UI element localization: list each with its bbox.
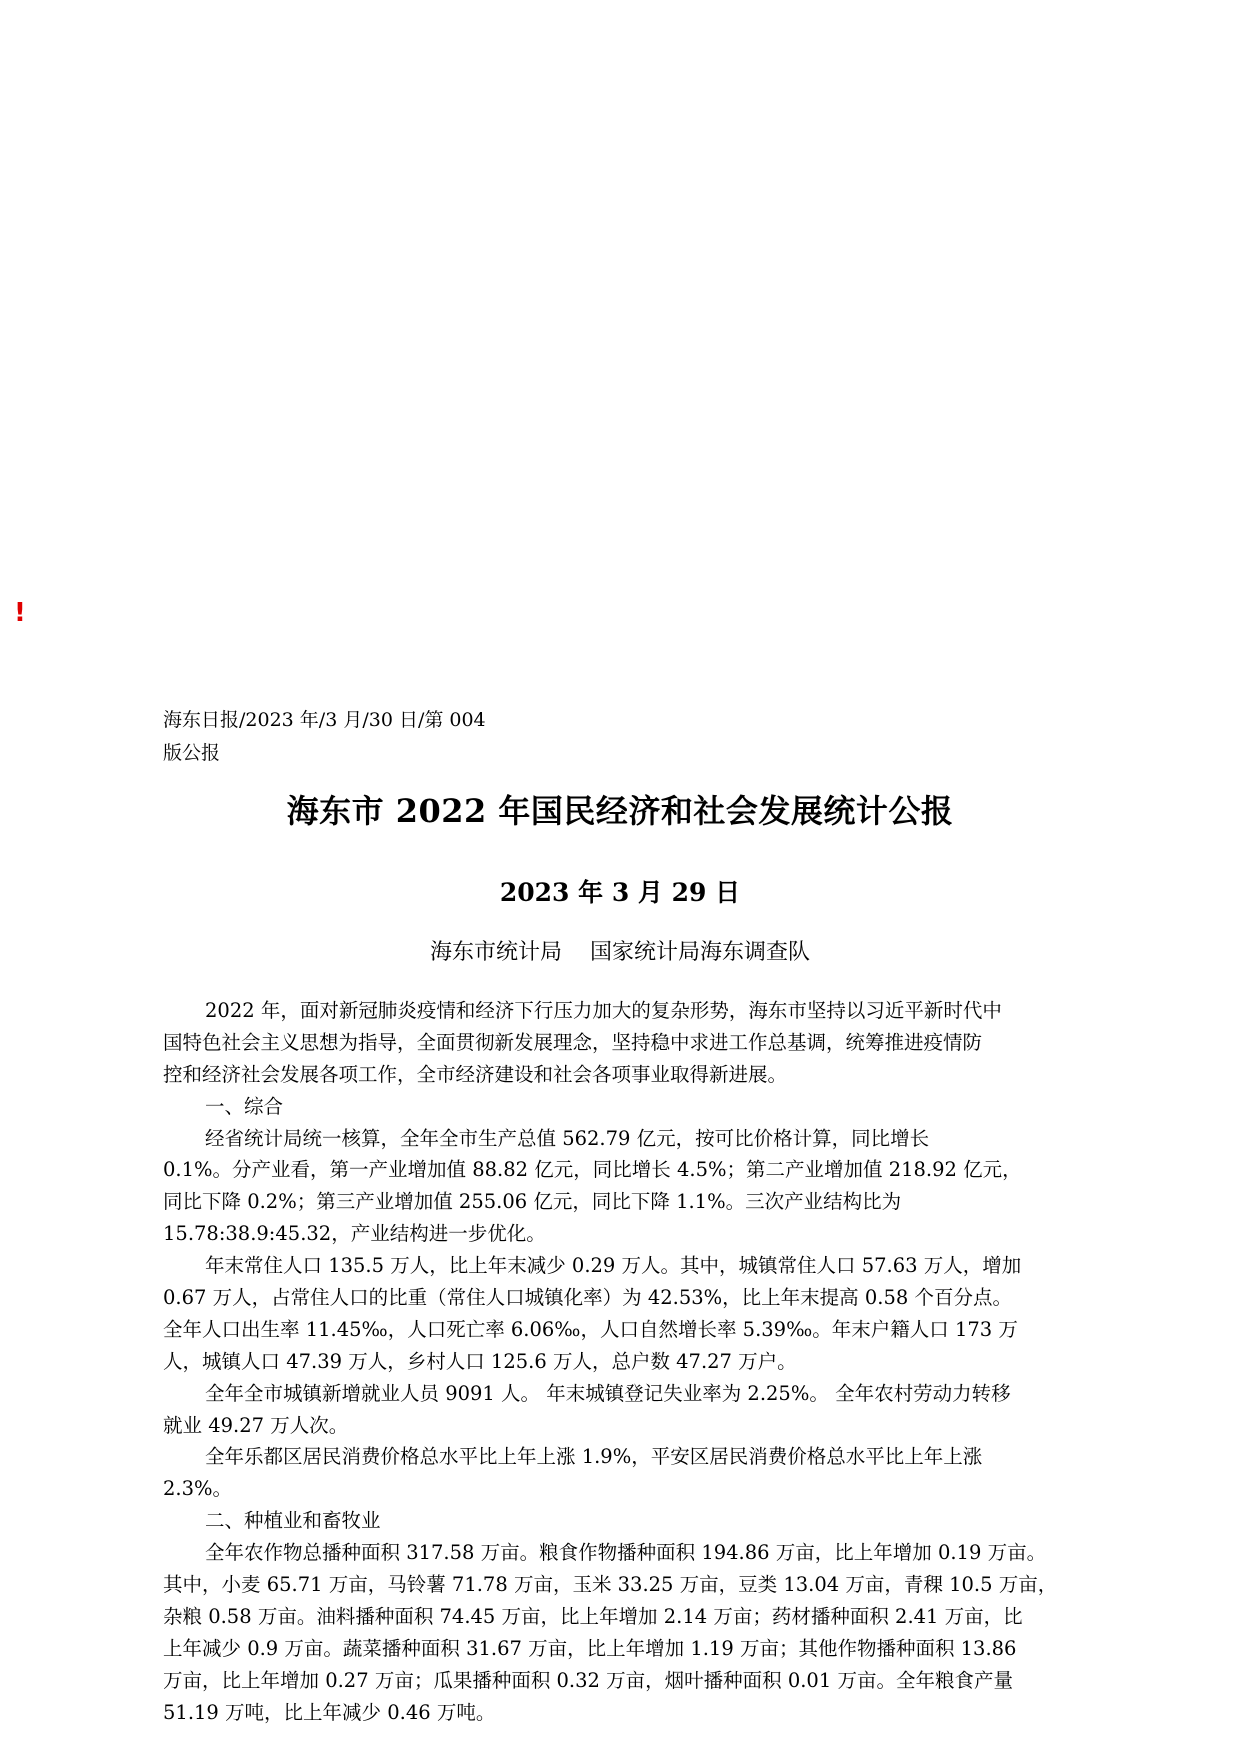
document-date: 2023 年 3 月 29 日 [499, 878, 741, 907]
agriculture-line: 全年农作物总播种面积 317.58 万亩。粮食作物播种面积 194.86 万亩，比上年增加 0.19 万亩。 [205, 1541, 1047, 1565]
population-line: 0.67 万人，占常住人口的比重（常住人口城镇化率）为 42.53%，比上年末提高 0.58 个百分点。 [163, 1286, 1012, 1310]
agriculture-line: 其中，小麦 65.71 万亩，马铃薯 71.78 万亩，玉米 33.25 万亩，豆类 13.04 万亩，青稞 10.5 万亩， [163, 1573, 1058, 1597]
agriculture-line: 上年减少 0.9 万亩。蔬菜播种面积 31.67 万亩，比上年增加 1.19 万亩；其他作物播种面积 13.86 [163, 1636, 1017, 1660]
section-heading-agriculture: 二、种植业和畜牧业 [205, 1509, 381, 1533]
employment-line: 就业 49.27 万人次。 [163, 1413, 349, 1437]
document-title: 海东市 2022 年国民经济和社会发展统计公报 [286, 792, 954, 830]
intro-line: 2022 年，面对新冠肺炎疫情和经济下行压力加大的复杂形势，海东市坚持以习近平新时代中 [205, 999, 1002, 1022]
document-body [163, 995, 1103, 1728]
agriculture-line: 万亩，比上年增加 0.27 万亩；瓜果播种面积 0.32 万亩，烟叶播种面积 0.01 万亩。全年粮食产量 [163, 1668, 1013, 1692]
population-line: 年末常住人口 135.5 万人，比上年末减少 0.29 万人。其中，城镇常住人口 57.63 万人，增加 [205, 1254, 1022, 1278]
gdp-line: 15.78:38.9:45.32，产业结构进一步优化。 [163, 1222, 546, 1246]
intro-line: 控和经济社会发展各项工作，全市经济建设和社会各项事业取得新进展。 [163, 1062, 788, 1086]
source-line [163, 704, 563, 770]
agriculture-line: 杂粮 0.58 万亩。油料播种面积 74.45 万亩，比上年增加 2.14 万亩；药材播种面积 2.41 万亩，比 [163, 1604, 1023, 1628]
employment-line: 全年全市城镇新增就业人员 9091 人。 年末城镇登记失业率为 2.25%。 全年农村劳动力转移 [205, 1381, 1011, 1405]
intro-line: 国特色社会主义思想为指导，全面贯彻新发展理念，坚持稳中求进工作总基调，统筹推进疫情防 [163, 1030, 983, 1054]
price-line: 全年乐都区居民消费价格总水平比上年上涨 1.9%，平安区居民消费价格总水平比上年上涨 [205, 1445, 983, 1469]
population-line: 人，城镇人口 47.39 万人，乡村人口 125.6 万人，总户数 47.27 万户。 [163, 1349, 797, 1373]
red-exclamation-mark: ! [14, 598, 26, 628]
agriculture-line: 51.19 万吨，比上年减少 0.46 万吨。 [163, 1700, 496, 1724]
population-line: 全年人口出生率 11.45‰，人口死亡率 6.06‰，人口自然增长率 5.39‰。年末户籍人口 173 万 [163, 1317, 1018, 1341]
issuing-authorities: 海东市统计局 国家统计局海东调查队 [430, 940, 810, 965]
section-heading-overview: 一、综合 [205, 1094, 284, 1118]
gdp-line: 经省统计局统一核算，全年全市生产总值 562.79 亿元，按可比价格计算，同比增长 [205, 1126, 930, 1150]
price-line: 2.3%。 [163, 1477, 233, 1501]
source-line-1: 海东日报/2023 年/3 月/30 日/第 004 [163, 709, 486, 731]
gdp-line: 同比下降 0.2%；第三产业增加值 255.06 亿元，同比下降 1.1%。三次产业结构比为 [163, 1190, 902, 1214]
source-line-2: 版公报 [163, 742, 221, 764]
gdp-line: 0.1%。分产业看，第一产业增加值 88.82 亿元，同比增长 4.5%；第二产业增加值 218.92 亿元， [163, 1158, 1022, 1182]
